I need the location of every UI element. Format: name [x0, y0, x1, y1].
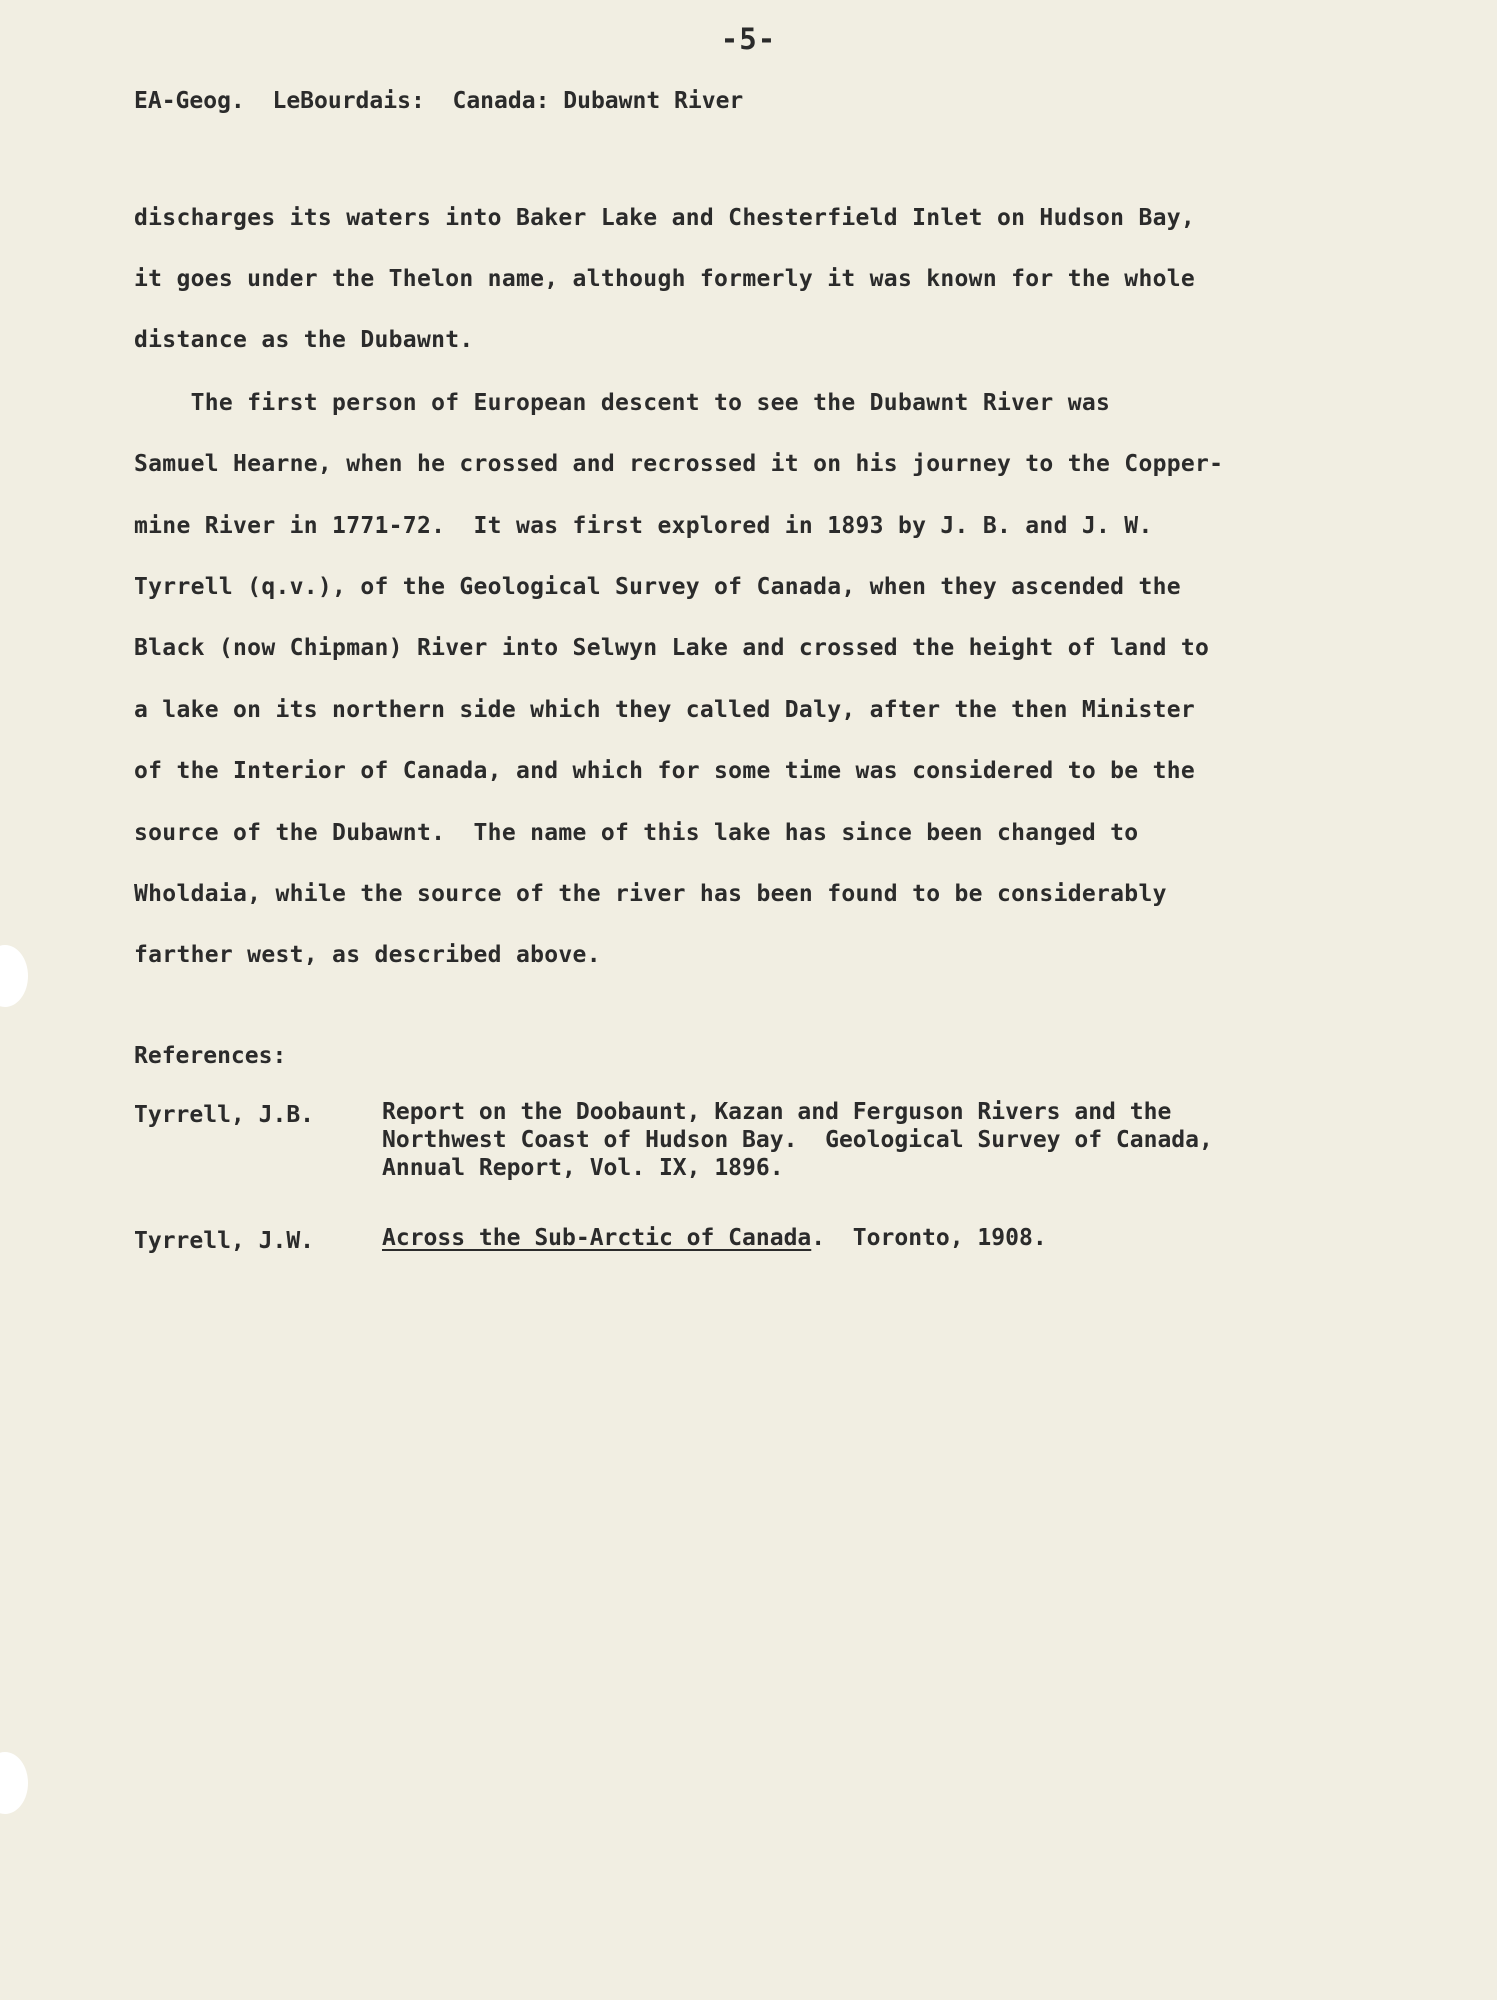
- references-heading: References:: [134, 1043, 287, 1069]
- body-line: farther west, as described above.: [134, 942, 601, 968]
- reference-author: Tyrrell, J.B.: [134, 1102, 315, 1128]
- body-line: it goes under the Thelon name, although formerly it was known for the whole: [134, 266, 1196, 292]
- body-line: Wholdaia, while the source of the river has been found to be considerably: [134, 881, 1167, 907]
- document-header: EA-Geog. LeBourdais: Canada: Dubawnt River: [134, 88, 744, 114]
- body-line: discharges its waters into Baker Lake and Chesterfield Inlet on Hudson Bay,: [134, 205, 1196, 231]
- body-line: of the Interior of Canada, and which for some time was considered to be the: [134, 758, 1196, 784]
- reference-line: [382, 1224, 1047, 1252]
- reference-author: Tyrrell, J.W.: [134, 1228, 315, 1254]
- reference-line: Report on the Doobaunt, Kazan and Ferguson Rivers and the: [382, 1099, 1172, 1125]
- reference-title: Across the Sub-Arctic of Canada: [382, 1225, 812, 1251]
- reference-line: Annual Report, Vol. IX, 1896.: [382, 1155, 784, 1181]
- body-line: Black (now Chipman) River into Selwyn Lake and crossed the height of land to: [134, 635, 1210, 661]
- reference-line: Northwest Coast of Hudson Bay. Geological Survey of Canada,: [382, 1127, 1213, 1153]
- body-line: Samuel Hearne, when he crossed and recrossed it on his journey to the Copper-: [134, 451, 1224, 477]
- body-line: distance as the Dubawnt.: [134, 327, 474, 353]
- reference-publication: . Toronto, 1908.: [811, 1225, 1047, 1251]
- body-line: a lake on its northern side which they called Daly, after the then Minister: [134, 697, 1196, 723]
- body-line: The first person of European descent to see the Dubawnt River was: [134, 390, 1111, 416]
- page-number: -5-: [720, 22, 777, 56]
- punch-hole-lower: [0, 1752, 28, 1814]
- punch-hole-upper: [0, 945, 28, 1007]
- body-line: Tyrrell (q.v.), of the Geological Survey of Canada, when they ascended the: [134, 574, 1181, 600]
- body-line: mine River in 1771-72. It was first explored in 1893 by J. B. and J. W.: [134, 513, 1153, 539]
- body-line: source of the Dubawnt. The name of this lake has since been changed to: [134, 820, 1139, 846]
